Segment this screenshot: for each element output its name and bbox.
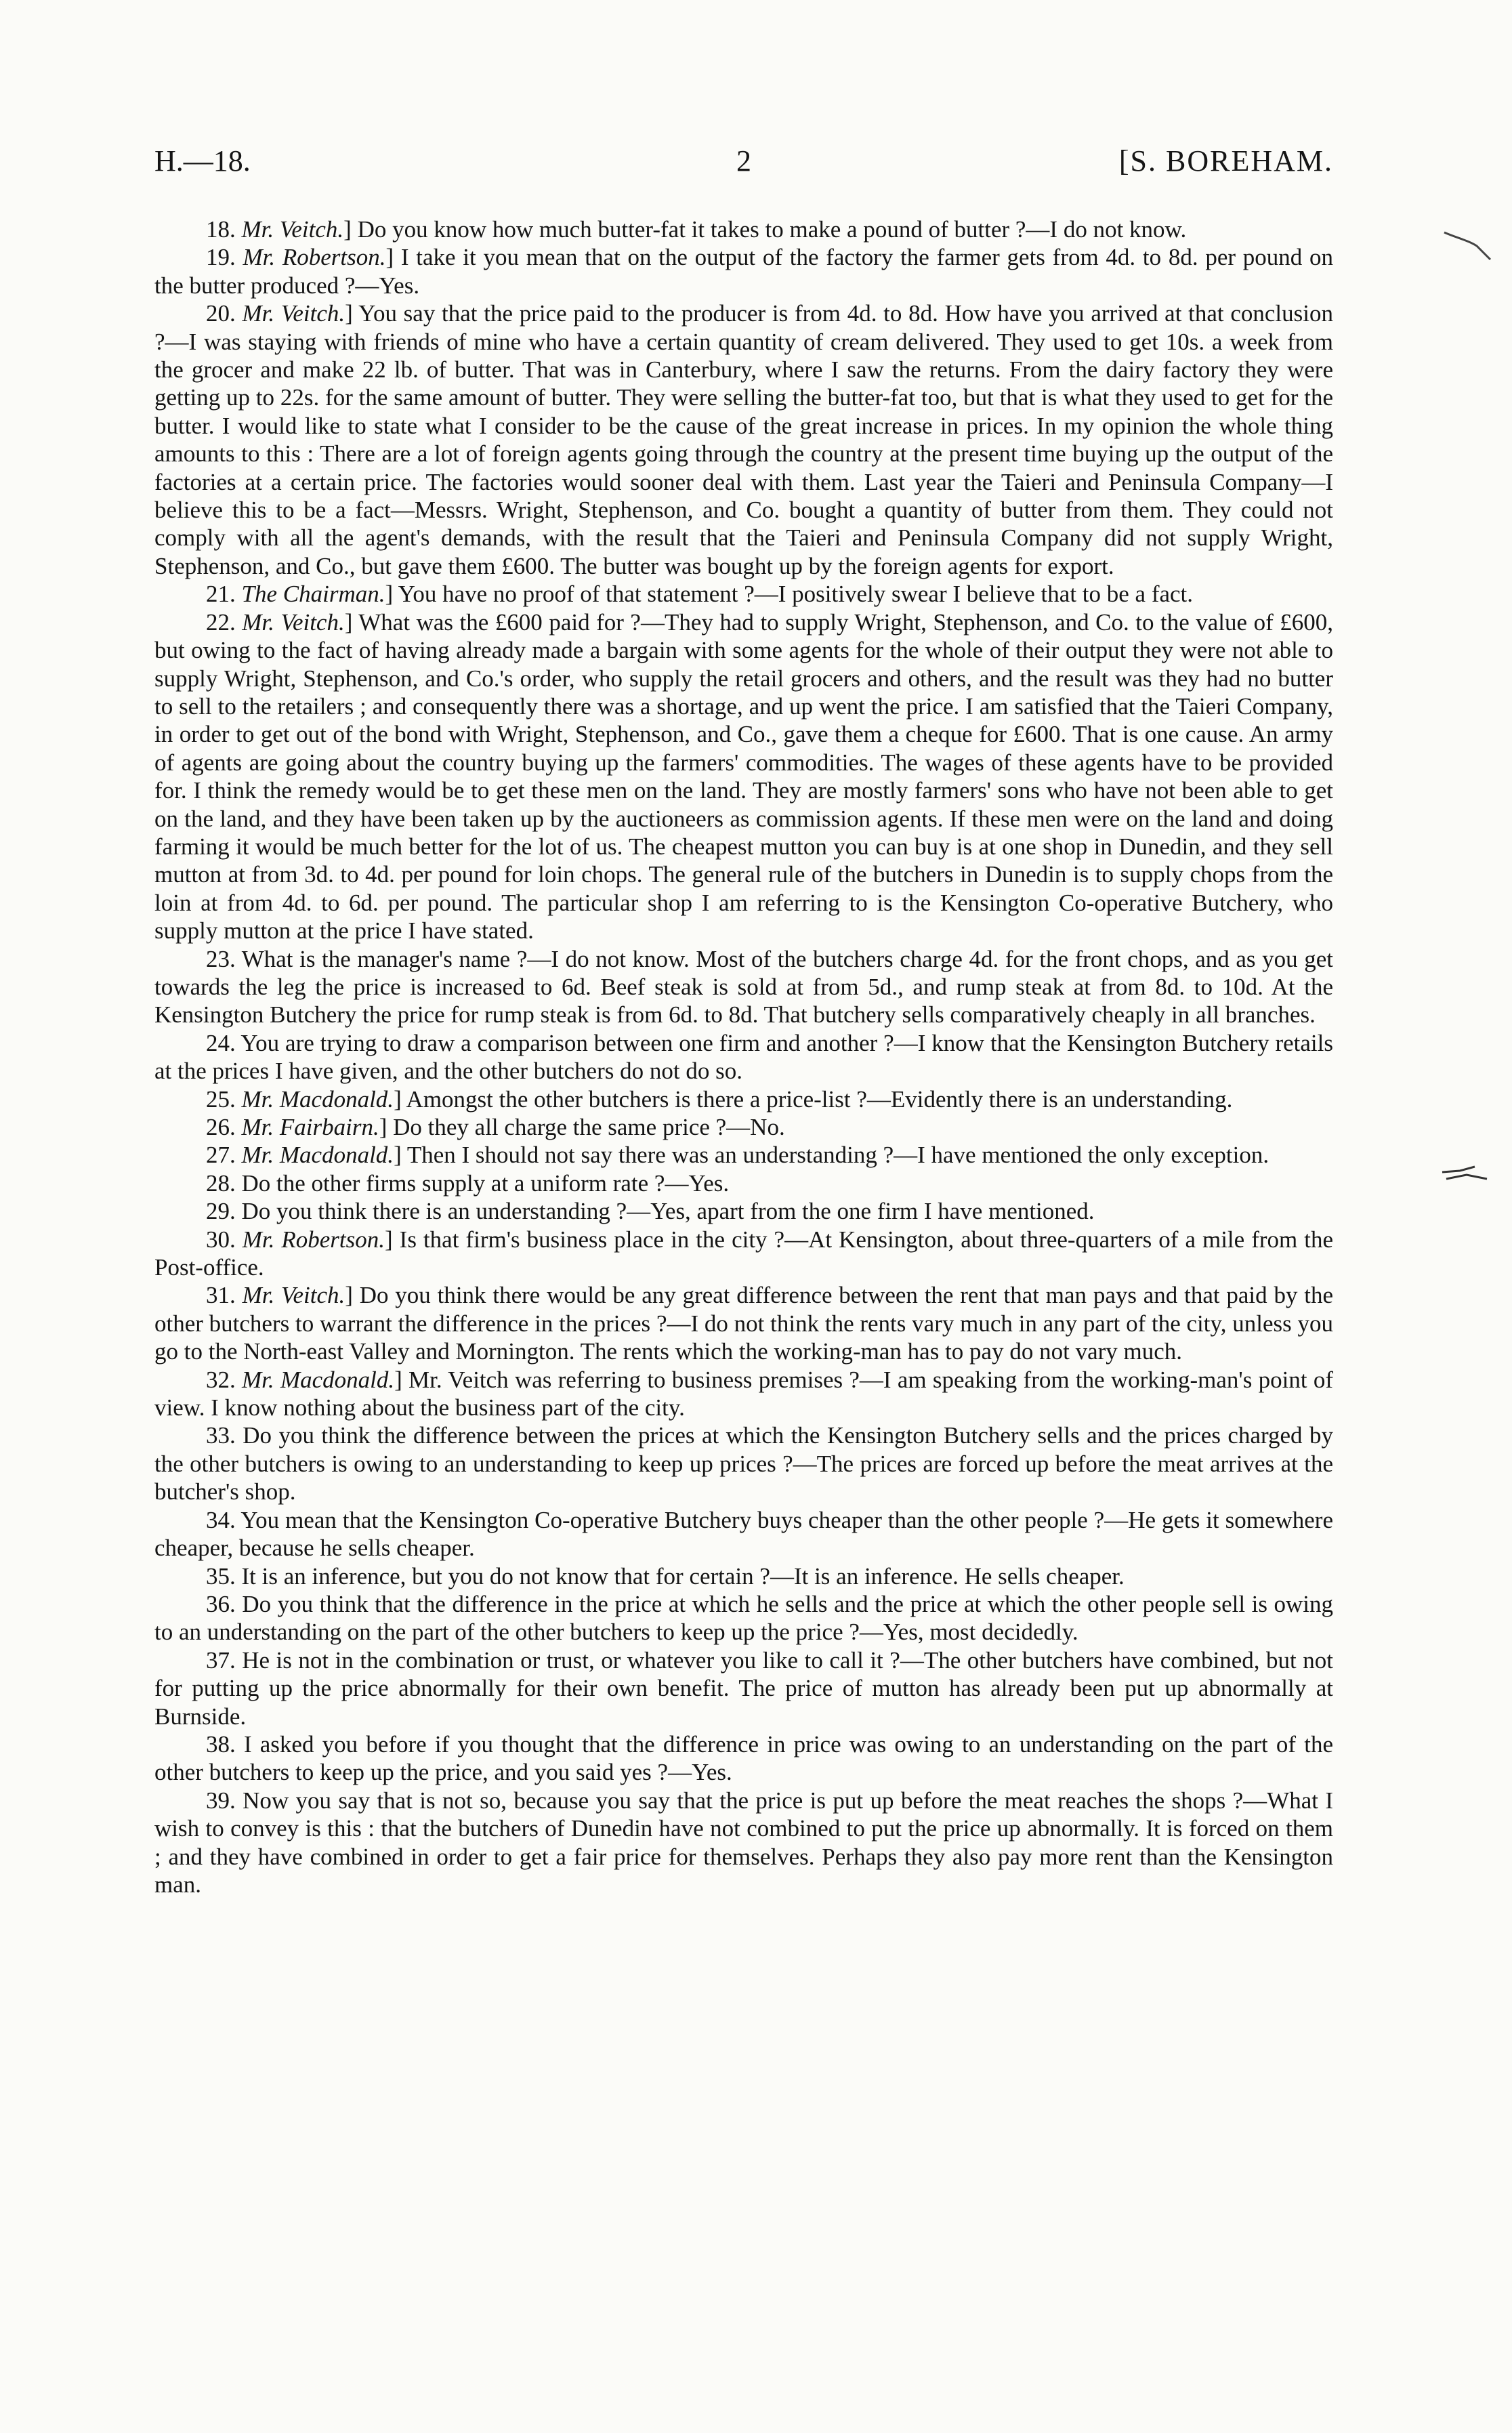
question-number: 29. (206, 1198, 236, 1225)
testimony-paragraph (154, 1169, 1333, 1197)
testimony-paragraph (154, 1562, 1333, 1590)
question-number: 34. (206, 1506, 236, 1533)
page-header (154, 144, 1333, 191)
question-number: 32. (206, 1366, 236, 1393)
speaker-name: Mr. Veitch. (242, 608, 345, 636)
paragraph-text: ] Do you think there would be any great difference between the rent that man pays and that paid by the other butchers to warrant the difference in the prices ?—I do not think the rents vary much in any part of the city, unless you go to the North-east Valley and Mornington. The rents which the working-man has to pay do not vary much. (154, 1282, 1333, 1365)
question-number: 30. (206, 1226, 236, 1253)
speaker-name: Mr. Veitch. (241, 216, 344, 243)
witness-name: [S. BOREHAM. (1118, 144, 1333, 178)
testimony-paragraph (154, 1421, 1333, 1505)
testimony-paragraph (154, 1113, 1333, 1141)
paragraph-text: It is an inference, but you do not know that for certain ?—It is an inference. He sells cheaper. (241, 1562, 1125, 1589)
document-body (154, 215, 1333, 1898)
paragraph-text: You are trying to draw a comparison between one firm and another ?—I know that the Kensington Butchery retails at the prices I have given, and the other butchers do not do so. (154, 1029, 1333, 1085)
question-number: 21. (206, 581, 236, 608)
testimony-paragraph (154, 1029, 1333, 1085)
speaker-name: The Chairman. (241, 581, 385, 608)
testimony-paragraph (154, 945, 1333, 1029)
speaker-name: Mr. Veitch. (242, 300, 345, 327)
margin-mark-icon (1440, 1152, 1494, 1192)
question-number: 18. (206, 216, 236, 243)
question-number: 28. (206, 1169, 236, 1197)
question-number: 20. (206, 300, 236, 327)
speaker-name: Mr. Macdonald. (242, 1366, 395, 1393)
testimony-paragraph (154, 580, 1333, 608)
speaker-name: Mr. Robertson. (243, 244, 386, 271)
paragraph-text: What is the manager's name ?—I do not know. Most of the butchers charge 4d. for the front chops, and as you get towards the leg the price is increased to 6d. Beef steak is sold at from 5d., and rump steak at from 8d. to 10d. At the Kensington Butchery the price for rump steak is from 6d. to 8d. That butchery sells comparatively cheaply in all branches. (154, 945, 1333, 1028)
testimony-paragraph (154, 299, 1333, 580)
testimony-paragraph (154, 1197, 1333, 1225)
speaker-name: Mr. Macdonald. (241, 1142, 394, 1169)
document-page (154, 144, 1333, 1898)
paragraph-text: ] Then I should not say there was an understanding ?—I have mentioned the only exception. (394, 1142, 1269, 1169)
paragraph-text: You mean that the Kensington Co-operative Butchery buys cheaper than the other people ?—He gets it somewhere cheaper, because he sells cheaper. (154, 1506, 1333, 1562)
testimony-paragraph (154, 1085, 1333, 1113)
testimony-paragraph (154, 1141, 1333, 1169)
testimony-paragraph (154, 1590, 1333, 1646)
testimony-paragraph (154, 243, 1333, 299)
question-number: 36. (206, 1590, 236, 1617)
testimony-paragraph (154, 1506, 1333, 1562)
testimony-paragraph (154, 608, 1333, 945)
question-number: 24. (206, 1029, 236, 1056)
question-number: 33. (206, 1422, 236, 1449)
question-number: 39. (206, 1787, 236, 1814)
question-number: 23. (206, 945, 236, 972)
testimony-paragraph (154, 1226, 1333, 1282)
question-number: 35. (206, 1562, 236, 1589)
paragraph-text: ] Amongst the other butchers is there a price-list ?—Evidently there is an understanding. (394, 1085, 1233, 1112)
testimony-paragraph (154, 1787, 1333, 1899)
paragraph-text: ] What was the £600 paid for ?—They had to supply Wright, Stephenson, and Co. to the value of £600, but owing to the fact of having already made a bargain with some agents for the whole of their output they were not able to supply Wright, Stephenson, and Co.'s order, who supply the retail grocers and others, and the result was they had no butter to sell to the retailers ; and consequently there was a shortage, and up went the price. I am satisfied that the Taieri Company, in order to get out of the bond with Wright, Stephenson, and Co., gave them a cheque for £600. That is one cause. An army of agents are going about the country buying up the farmers' commodities. The wages of these agents have to be provided for. I think the remedy would be to get these men on the land. They are mostly farmers' sons who have not been able to get on the land, and they have been taken up by the auctioneers as commission agents. If these men were on the land and doing farming it would be much better for the lot of us. The cheapest mutton you can buy is at one shop in Dunedin, and they sell mutton at from 3d. to 4d. per pound for loin chops. The general rule of the butchers in Dunedin is to supply chops from the loin at from 4d. to 6d. per pound. The particular shop I am referring to is the Kensington Co-operative Butchery, who supply mutton at the price I have stated. (154, 608, 1333, 944)
question-number: 31. (206, 1282, 236, 1309)
paragraph-text: ] Do you know how much butter-fat it takes to make a pound of butter ?—I do not know. (343, 216, 1187, 243)
paragraph-text: ] Is that firm's business place in the city ?—At Kensington, about three-quarters of a mile from the Post-office. (154, 1226, 1333, 1281)
question-number: 25. (206, 1085, 236, 1112)
question-number: 22. (206, 608, 236, 636)
question-number: 37. (206, 1646, 236, 1673)
paragraph-text: Do you think that the difference in the price at which he sells and the price at which the other people sell is owing to an understanding on the part of the other butchers to keep up the price ?—Yes, most decidedly. (154, 1590, 1334, 1646)
speaker-name: Mr. Veitch. (242, 1282, 345, 1309)
report-code: H.—18. (154, 144, 251, 178)
speaker-name: Mr. Fairbairn. (241, 1114, 379, 1140)
paragraph-text: ] Mr. Veitch was referring to business premises ?—I am speaking from the working-man's point of view. I know nothing about the business part of the city. (154, 1366, 1333, 1421)
paragraph-text: Now you say that is not so, because you say that the price is put up before the meat reaches the shops ?—What I wish to convey is this : that the butchers of Dunedin have not combined to put the price up abnormally. It is forced on them ; and they have combined in order to get a fair price for themselves. Perhaps they also pay more rent than the Kensington man. (154, 1787, 1334, 1898)
question-number: 27. (206, 1142, 236, 1169)
question-number: 26. (206, 1114, 236, 1140)
paragraph-text: ] I take it you mean that on the output of the factory the farmer gets from 4d. to 8d. per pound on the butter produced ?—Yes. (154, 244, 1333, 299)
speaker-name: Mr. Robertson. (242, 1226, 385, 1253)
testimony-paragraph (154, 1366, 1333, 1422)
paragraph-text: ] You say that the price paid to the producer is from 4d. to 8d. How have you arrived at that conclusion ?—I was staying with friends of mine who have a certain quantity of cream delivered. They used to get 10s. a week from the grocer and make 22 lb. of butter. That was in Canterbury, where I saw the returns. From the dairy factory they were getting up to 22s. for the same amount of butter. They were selling the butter-fat too, but that is what they used to get for the butter. I would like to state what I consider to be the cause of the great increase in prices. In my opinion the whole thing amounts to this : There are a lot of foreign agents going through the country at the present time buying up the output of the factories at a certain price. The factories would sooner deal with them. Last year the Taieri and Peninsula Company—I believe this to be a fact—Messrs. Wright, Stephenson, and Co. bought a quantity of butter from them. They could not comply with all the agent's demands, with the result that the Taieri and Peninsula Company did not supply Wright, Stephenson, and Co., but gave them £600. The butter was bought up by the foreign agents for export. (154, 300, 1333, 579)
testimony-paragraph (154, 1646, 1333, 1730)
paragraph-text: ] Do they all charge the same price ?—No. (379, 1114, 785, 1140)
paragraph-text: Do you think there is an understanding ?—Yes, apart from the one firm I have mentioned. (241, 1198, 1095, 1225)
page-number: 2 (736, 144, 751, 178)
paragraph-text: Do the other firms supply at a uniform rate ?—Yes. (241, 1169, 730, 1197)
paragraph-text: ] You have no proof of that statement ?—I positively swear I believe that to be a fact. (385, 581, 1194, 608)
speaker-name: Mr. Macdonald. (241, 1085, 394, 1112)
margin-mark-icon (1443, 227, 1497, 274)
testimony-paragraph (154, 1730, 1333, 1787)
question-number: 19. (206, 244, 236, 271)
paragraph-text: Do you think the difference between the prices at which the Kensington Butchery sells and the prices charged by the other butchers is owing to an understanding to keep up prices ?—The prices are forced up before the meat arrives at the butcher's shop. (154, 1422, 1333, 1505)
paragraph-text: He is not in the combination or trust, or whatever you like to call it ?—The other butchers have combined, but not for putting up the price abnormally for their own benefit. The price of mutton has already been put up abnormally at Burnside. (154, 1646, 1333, 1730)
question-number: 38. (206, 1730, 236, 1758)
testimony-paragraph (154, 215, 1333, 243)
paragraph-text: I asked you before if you thought that the difference in price was owing to an understanding on the part of the other butchers to keep up the price, and you said yes ?—Yes. (154, 1730, 1334, 1786)
testimony-paragraph (154, 1281, 1333, 1365)
